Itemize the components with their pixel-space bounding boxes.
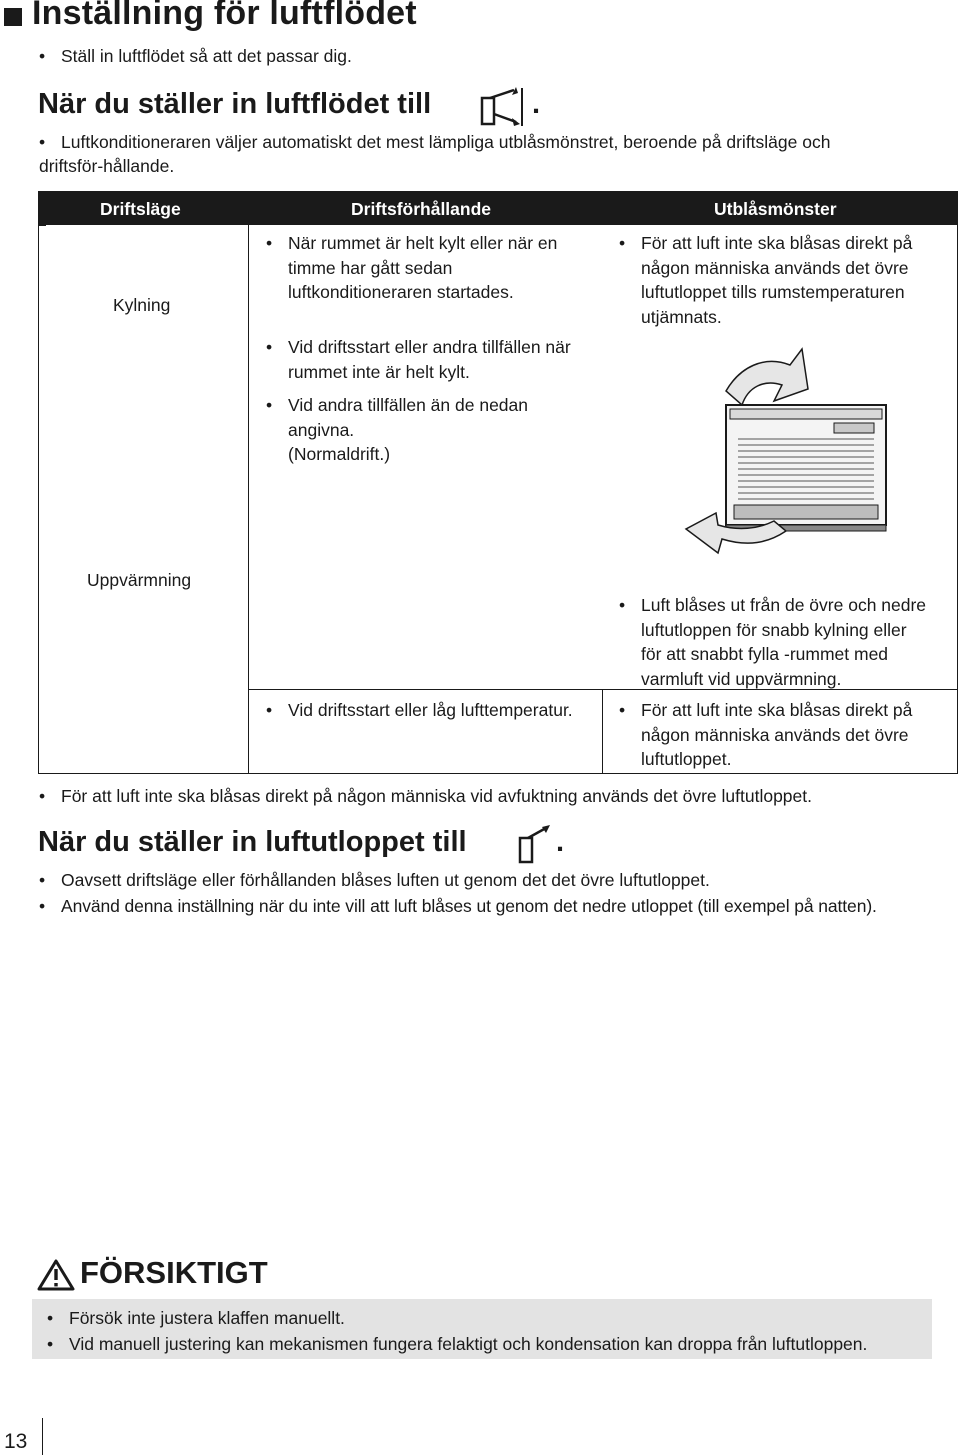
pattern-line: luftutloppen för snabb kylning eller [641,619,907,640]
condition-line: luftkonditioneraren startades. [288,282,514,302]
section2-bullet-text: Använd denna inställning när du inte vill att luft blåses ut genom det nedre utloppet (till exempel på natten). [61,896,877,916]
caution-text: Vid manuell justering kan mekanismen fungera felaktigt och kondensation kan droppa från luftutloppen. [69,1334,868,1354]
pattern-line: utjämnats. [641,306,722,327]
condition-line: Vid andra tillfällen än de nedan [288,395,529,415]
mode-heating: Uppvärmning [87,570,192,590]
page-number: 13 [4,1430,28,1453]
condition-line: angivna. [288,419,355,440]
column-divider-1 [248,225,249,774]
bullet: • [619,233,626,253]
after-table-bullet [39,784,941,808]
section1-heading-period: . [532,88,541,120]
bullet: • [39,786,46,806]
header-operating-condition: Driftsförhållande [351,199,492,219]
section2-bullet-text: Oavsett driftsläge eller förhållanden blåses luften ut genom det det övre luftutloppet. [61,870,710,890]
section2-bullet-2 [39,894,959,918]
section1-bullet [39,130,941,154]
condition-line: Vid driftsstart eller låg lufttemperatur. [288,700,573,720]
section2-bullet-1 [39,868,951,892]
intro-bullet [39,44,352,68]
section1-bullet-text: Luftkonditioneraren väljer automatiskt det mest lämpliga utblåsmönstret, beroende på driftsläge och [61,132,831,152]
air-conditioner-illustration [678,327,928,577]
heating-pattern [619,698,953,772]
section1-heading-text: När du ställer in luftflödet till [38,88,432,120]
bullet: • [47,1334,54,1354]
heating-condition [266,698,608,723]
pattern-line: För att luft inte ska blåsas direkt på [641,233,913,253]
bullet: • [39,46,46,66]
section2-heading [38,826,467,859]
bullet: • [39,870,46,890]
cooling-pattern-2 [619,593,957,691]
mode-cooling: Kylning [113,295,171,315]
cooling-condition-2 [266,335,608,384]
caution-bullet-1 [47,1306,919,1330]
caution-text: Försök inte justera klaffen manuellt. [69,1308,345,1328]
pattern-line: någon människa används det övre [641,724,909,745]
after-table-text: För att luft inte ska blåsas direkt på någon människa vid avfuktning används det övre luftutloppet. [61,786,812,806]
caution-bullet-2 [47,1332,929,1356]
pattern-line: luftutloppet. [641,749,732,769]
pattern-line: Luft blåses ut från de övre och nedre [641,595,927,615]
upper-outlet-icon [512,824,552,866]
pattern-line: någon människa används det övre [641,257,909,278]
condition-line: Vid driftsstart eller andra tillfällen när [288,337,571,357]
page-title: Inställning för luftflödet [32,0,417,32]
bullet: • [266,700,273,720]
pattern-line: för att snabbt fylla -rummet med [641,644,889,664]
section2-heading-text: När du ställer in luftutloppet till [38,826,467,858]
caution-title: FÖRSIKTIGT [80,1255,268,1290]
condition-line: När rummet är helt kylt eller när en [288,233,558,253]
upper-airflow-arrow-icon [726,349,808,405]
pattern-line: varmluft vid uppvärmning. [641,668,842,689]
table-border-right [957,225,958,774]
cooling-pattern-1 [619,231,953,329]
condition-line: (Normaldrift.) [288,444,391,464]
pattern-line: För att luft inte ska blåsas direkt på [641,700,913,720]
page-number-rule [42,1418,43,1455]
bullet: • [619,700,626,720]
intro-text: Ställ in luftflödet så att det passar dig. [61,46,352,66]
header-airflow-pattern: Utblåsmönster [714,199,837,219]
pattern-line: luftutloppet tills rumstemperaturen [641,282,905,302]
condition-line: rummet inte är helt kylt. [288,361,470,382]
bullet: • [266,233,273,253]
table-border-left [38,225,39,774]
swing-airflow-icon [478,84,528,130]
section1-heading [38,88,431,121]
section-marker [4,8,22,26]
section2-heading-period: . [556,826,565,858]
condition-line: timme har gått sedan [288,257,453,278]
airflow-table [38,191,958,775]
left-col-gap-top [38,225,46,226]
bullet: • [619,595,626,615]
warning-triangle-icon [36,1258,76,1292]
section1-bullet-continuation: driftsför-hållande. [39,156,175,176]
bullet: • [266,395,273,415]
header-operation-mode: Driftsläge [100,199,181,219]
cooling-condition-3 [266,393,598,467]
bullet: • [47,1308,54,1328]
bullet: • [39,132,46,152]
table-border-bottom [38,773,958,774]
bullet: • [266,337,273,357]
cooling-condition-1 [266,231,598,305]
bullet: • [39,896,46,916]
